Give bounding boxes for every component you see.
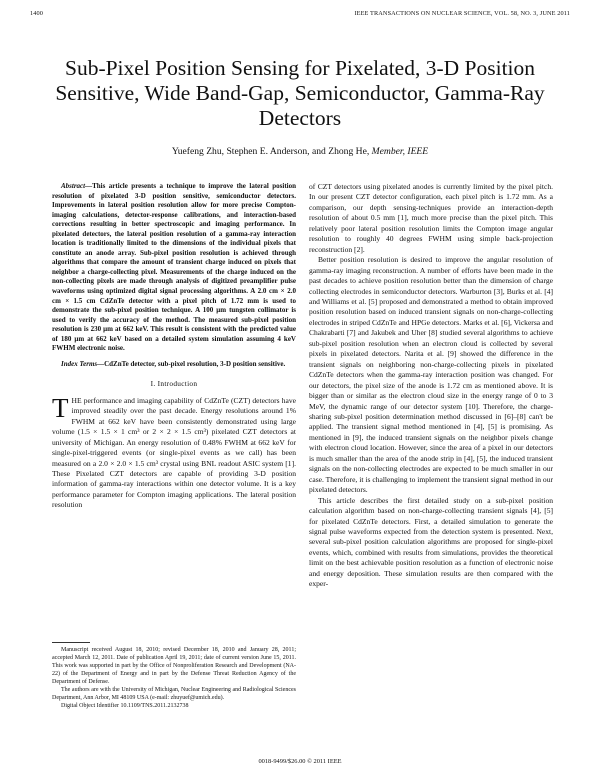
index-terms <box>52 360 296 370</box>
author-membership: Member, IEEE <box>371 146 429 157</box>
footnote-doi: Digital Object Identifier 10.1109/TNS.2011.2132738 <box>61 702 189 709</box>
intro-text: HE performance and imaging capability of CdZnTe (CZT) detectors have improved steadily over the past decade. Energy resolutions around 1% FWHM at 662 keV have been consistently demonstrated using large volume (1.5 × 1.5 × 1 cm³ or 2 × 2 × 1.5 cm³) pixelated CZT detectors at university of Michigan. An energy resolution of 0.48% FWHM at 662 keV for single-pixel-triggered events (or single-pixel events as we call) has been measured on a 2.0 × 2.0 × 1.5 cm³ crystal using BNL readout ASIC system [1]. These Pixelated CZT detectors are capable of providing 3-D position information of gamma-ray interactions within one detector volume. It is a key performance parameter for Compton imaging applications. The lateral position resolution <box>52 395 296 510</box>
page-number: 1400 <box>30 10 43 17</box>
body-paragraph-continued: of CZT detectors using pixelated anodes is currently limited by the pixel pitch. In our present CZT detector configuration, each pixel pitch is 1.72 mm. As a comparison, our depth sensing-techniques provide an interaction-depth resolution of about 0.5 mm [1], much more precise than the pixel pitch. This relatively poor lateral position resolution limits the Compton image angular resolution to roughly 40 degrees FWHM using simple back-projection reconstruction [2]. <box>309 182 553 254</box>
index-terms-label: Index Terms— <box>61 359 105 368</box>
journal-name: IEEE TRANSACTIONS ON NUCLEAR SCIENCE, VOL. 58, NO. 3, JUNE 2011 <box>354 10 570 17</box>
left-column <box>52 182 296 511</box>
index-terms-text: CdZnTe detector, sub-pixel resolution, 3-D position sensitive. <box>104 359 286 368</box>
footnotes <box>52 642 296 711</box>
paper-title: Sub-Pixel Position Sensing for Pixelated, 3-D Position Sensitive, Wide Band-Gap, Semiconductor, Gamma-Ray Detectors <box>55 56 545 130</box>
body-paragraph-3: This article describes the first detailed study on a sub-pixel position calculation algorithm based on non-charge-collecting transient signals [4], [5] for pixelated CdZnTe detectors. First, a detailed simulation to generate the signal pulse waveforms expected from the detection system is presented. Next, several sub-pixel position calculation algorithms are proposed for single-pixel events, which, combined with results from simulations, provides the theoretical limit on the best achievable position resolution as a function of electronic noise and energy deposition. These simulation results are then compared with the exper- <box>309 495 553 589</box>
abstract-text: This article presents a technique to improve the lateral position resolution of pixelated 3-D position sensitive, semiconductor detectors. Improvements in lateral position resolution allow for more precise Compton-imaging calculations, detector-response calibrations, and interaction-based corrections resulting in better spectroscopic and imaging performance. In pixelated detectors, the lateral position resolution of a gamma-ray interaction location is traditionally limited to the dimensions of the individual pixels that constitute an anode array. Sub-pixel position resolution is achieved through algorithms that compare the amount of transient charge induced on pixels that neighbor a charge-collecting pixel. Measurements of the charge induced on the non-collecting pixels are made through analysis of digitized preamplifier pulse waveforms using optimized digital signal processing algorithms. A 2.0 cm × 2.0 cm × 1.5 cm CdZnTe detector with a pixel pitch of 1.72 mm is used to demonstrate the sub-pixel position technique. A 100 μm tungsten collimator is used to verify the accuracy of the method. The measured sub-pixel position resolution is 230 μm at 662 keV. This result is consistent with the predicted value of 180 μm at 662 keV based on a detailed system simulation assuming 4 keV FWHM electronic noise. <box>52 182 296 353</box>
footnote-rule <box>52 642 90 643</box>
intro-paragraph <box>52 392 296 511</box>
author-line <box>40 146 560 157</box>
running-header <box>30 10 570 22</box>
author-names: Yuefeng Zhu, Stephen E. Anderson, and Zhong He, <box>171 146 372 157</box>
footnote-manuscript: Manuscript received August 18, 2010; revised December 18, 2010 and January 28, 2011; accepted March 12, 2011. Date of publication April 19, 2011; date of current version June 15, 2011. This work was supported in part by the Office of Nonproliferation Research and Development (NA-22) of the Department of Energy and in part by the Defense Threat Reduction Agency of the Department of Defense. <box>52 647 296 685</box>
copyright-footer: 0018-9499/$26.00 © 2011 IEEE <box>258 758 342 765</box>
section-heading: I. Introduction <box>150 379 198 389</box>
drop-cap: T <box>52 392 69 423</box>
abstract-label: Abstract— <box>61 182 93 190</box>
footnote-affiliation: The authors are with the University of Michigan, Nuclear Engineering and Radiological Sciences Department, Ann Arbor, MI 48109 USA (e-mail: zhuyuef@umich.edu). <box>52 686 296 701</box>
body-paragraph-2: Better position resolution is desired to improve the angular resolution of gamma-ray imaging reconstruction. A number of efforts have been made in the past decades to achieve position resolution better than the dimension of charge collecting electrodes in semiconductor detectors. Warburton [3], Burks et al. [4] and Williams et al. [5] proposed and demonstrated a method to obtain improved position resolution based on induced transient signals on non-charge-collecting electrodes in striped CdZnTe and HPGe detectors. Marks et al. [6], Vickersa and Chakrabarti [7] and Jakubek and Uher [8] studied several algorithms to achieve sub-pixel position resolution when an electron cloud is collected by several pixels in pixelated detectors. Narita et al. [9] showed the difference in the transient signals on neighboring non-charge-collecting pixels in pixelated CdZnTe detectors when the gamma-ray interaction position was changed. For our detectors, the pixel size of the anode is 1.72 cm as mentioned above. It is bigger than or similar as the electron cloud size in the energy range of 0 to 3 MeV, the dynamic range of our detector system [10]. Therefore, the charge-sharing sub-pixel position determination method discussed in [6]–[8] can't be applied. The transient signal method mentioned in [4], [5] is promising. As mentioned in [9], the induced transient signals on the neighbor pixels change with electron cloud location. However, since the area of a pixel in our detectors is much smaller than the area of the anode strip in [4], [5], the induced transient signals on the non-collecting electrodes are expected to be much smaller in our case. Therefore, it is challenging to implement the transient signal method in our pixelated detectors. <box>309 255 553 495</box>
right-column <box>309 182 553 590</box>
abstract <box>52 182 296 354</box>
